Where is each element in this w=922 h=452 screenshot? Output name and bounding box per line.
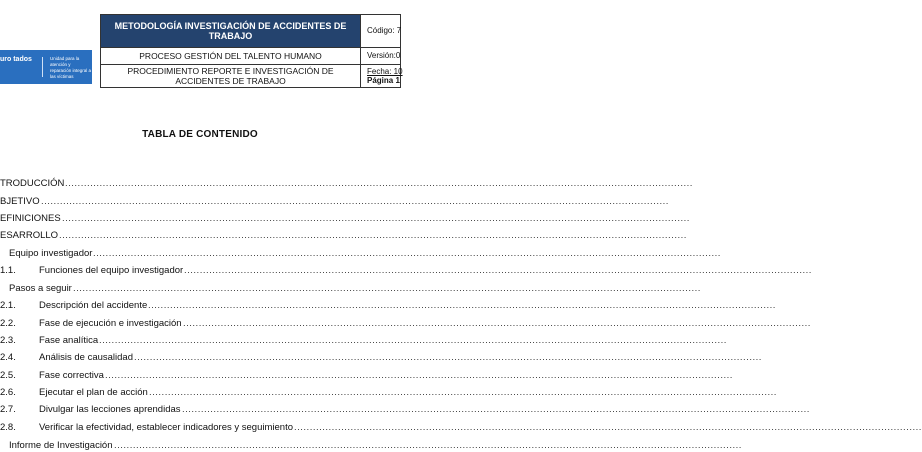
toc-entry[interactable] [0, 403, 810, 416]
toc-entry-number: 2.4. [0, 352, 16, 363]
toc-entry-number: 2.3. [0, 335, 16, 346]
toc-entry[interactable] [0, 421, 922, 434]
toc-leader-dots: ........................................................................................................................................................................................................ [148, 300, 776, 311]
toc-entry[interactable] [0, 351, 762, 364]
toc-leader-dots: ........................................................................................................................................................................................................ [62, 213, 690, 224]
toc-entry-title: ESARROLLO [0, 230, 59, 241]
toc-entry[interactable] [0, 264, 812, 277]
toc-leader-dots: ........................................................................................................................................................................................................ [65, 178, 693, 189]
toc-entry-title: TRODUCCIÓN [0, 178, 65, 189]
toc-leader-dots: ........................................................................................................................................................................................................ [99, 335, 727, 346]
toc-leader-dots: ........................................................................................................................................................................................................ [182, 404, 810, 415]
procedure-name: PROCEDIMIENTO REPORTE E INVESTIGACIÓN DE ACCIDENTES DE TRABAJO [101, 65, 361, 88]
toc-entry[interactable] [0, 369, 733, 382]
toc-leader-dots: ........................................................................................................................................................................................................ [59, 230, 687, 241]
toc-entry[interactable] [0, 212, 690, 225]
toc-entry-number: 2.6. [0, 387, 16, 398]
toc-entry[interactable] [0, 177, 693, 190]
toc-leader-dots: ........................................................................................................................................................................................................ [183, 318, 811, 329]
toc-entry-title: Fase de ejecución e investigación [39, 318, 182, 329]
process-name: PROCESO GESTIÓN DEL TALENTO HUMANO [101, 48, 361, 65]
toc-leader-dots: ........................................................................................................................................................................................................ [41, 196, 669, 207]
toc-leader-dots: ........................................................................................................................................................................................................ [105, 370, 733, 381]
code-field: Código: 7 [361, 15, 401, 48]
toc-entry[interactable] [0, 334, 727, 347]
toc-entry-number: 2.8. [0, 422, 16, 433]
date-field: Fecha: 10 [367, 67, 403, 76]
toc-entry[interactable] [0, 282, 701, 295]
toc-entry-title: Verificar la efectividad, establecer indicadores y seguimiento [39, 422, 293, 433]
toc-entry[interactable] [0, 195, 669, 208]
toc-entry-title: Equipo investigador [9, 248, 93, 259]
toc-leader-dots: ........................................................................................................................................................................................................ [184, 265, 812, 276]
toc-entry-number: 2.5. [0, 370, 16, 381]
toc-entry-title: Ejecutar el plan de acción [39, 387, 148, 398]
toc-leader-dots: ........................................................................................................................................................................................................ [294, 422, 922, 433]
version-field: Versión:0 [361, 48, 401, 65]
toc-entry[interactable] [0, 317, 811, 330]
toc-entry-title: EFINICIONES [0, 213, 61, 224]
toc-leader-dots: ........................................................................................................................................................................................................ [134, 352, 762, 363]
toc-entry-number: 2.1. [0, 300, 16, 311]
toc-entry-title: Informe de Investigación [9, 440, 113, 451]
toc-entry-title: Descripción del accidente [39, 300, 148, 311]
toc-entry-title: Divulgar las lecciones aprendidas [39, 404, 181, 415]
toc-entry-title: BJETIVO [0, 196, 40, 207]
toc-leader-dots: ........................................................................................................................................................................................................ [73, 283, 701, 294]
logo-divider [42, 57, 43, 77]
toc-heading: TABLA DE CONTENIDO [142, 129, 258, 140]
toc-entry-title: Fase analítica [39, 335, 99, 346]
logo-text-right: Unidad para la atención y reparación integral a las víctimas [50, 56, 92, 79]
toc-entry[interactable] [0, 386, 777, 399]
document-header-table [100, 14, 401, 88]
toc-entry[interactable] [0, 229, 687, 242]
toc-entry[interactable] [0, 247, 721, 260]
toc-entry-title: Pasos a seguir [9, 283, 72, 294]
toc-entry-number: 2.2. [0, 318, 16, 329]
toc-leader-dots: ........................................................................................................................................................................................................ [114, 440, 742, 451]
toc-entry-number: 2.7. [0, 404, 16, 415]
toc-entry[interactable] [0, 439, 742, 452]
toc-entry[interactable] [0, 299, 776, 312]
toc-entry-number: 1.1. [0, 265, 16, 276]
logo-area [0, 14, 100, 98]
toc-entry-title: Funciones del equipo investigador [39, 265, 184, 276]
page-field: Página 1 [367, 76, 400, 85]
toc-leader-dots: ........................................................................................................................................................................................................ [93, 248, 721, 259]
logo-text-left: uro tados [0, 56, 32, 63]
date-page-cell [361, 65, 401, 88]
document-title: METODOLOGÍA INVESTIGACIÓN DE ACCIDENTES DE TRABAJO [101, 15, 361, 48]
toc-entry-title: Fase correctiva [39, 370, 104, 381]
toc-entry-title: Análisis de causalidad [39, 352, 134, 363]
toc-leader-dots: ........................................................................................................................................................................................................ [149, 387, 777, 398]
